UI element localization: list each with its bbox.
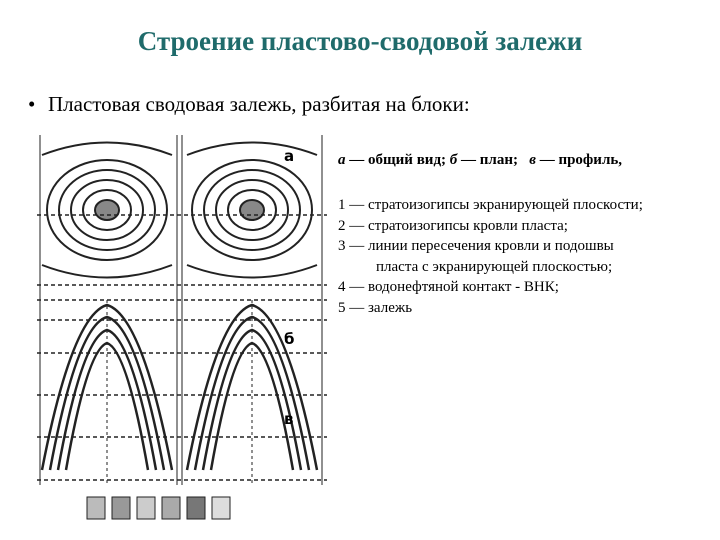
legend-list: [338, 195, 718, 318]
legend-item: [338, 216, 718, 237]
legend-num: 3: [338, 238, 346, 254]
legend-text: — стратоизогипсы кровли пласта;: [345, 217, 568, 234]
legend-num: 4: [338, 279, 346, 295]
bullet-icon: •: [28, 92, 36, 116]
legend-text: — залежь: [345, 299, 413, 316]
caption-v-text: — профиль,: [535, 152, 623, 168]
panel-label-v: в: [284, 410, 294, 428]
caption-a-text: — общий вид: [345, 152, 442, 168]
legend-num: 5: [338, 299, 346, 316]
panel-label-b: б: [284, 330, 295, 348]
legend-item: [338, 236, 718, 257]
slide-title: Строение пластово-сводовой залежи: [137, 26, 583, 56]
bullet-text: Пластовая сводовая залежь, разбитая на блоки:: [48, 92, 470, 116]
caption-a-key: а: [338, 152, 346, 168]
caption-v-key: в: [529, 152, 536, 168]
figure-caption: а — общий вид; б — план; в — профиль,: [338, 152, 623, 168]
caption-b-key: б: [449, 152, 458, 168]
legend-text: — водонефтяной контакт - ВНК;: [345, 279, 559, 295]
legend-item: [338, 195, 718, 216]
legend-text: — стратоизогипсы экранирующей плоскости;: [345, 197, 643, 213]
legend-text: пласта с экранирующей плоскостью;: [376, 258, 613, 275]
caption-b-text: — план: [457, 152, 513, 168]
geology-figure: [32, 125, 332, 535]
legend-item: [338, 298, 718, 319]
panel-label-a: а: [284, 147, 295, 165]
legend-item: [338, 277, 718, 298]
legend-item-continuation: [338, 257, 718, 278]
legend-num: 2: [338, 217, 346, 234]
legend-num: 1: [338, 197, 346, 213]
bullet-item: [28, 92, 470, 117]
legend-text: — линии пересечения кровли и подошвы: [345, 238, 614, 254]
